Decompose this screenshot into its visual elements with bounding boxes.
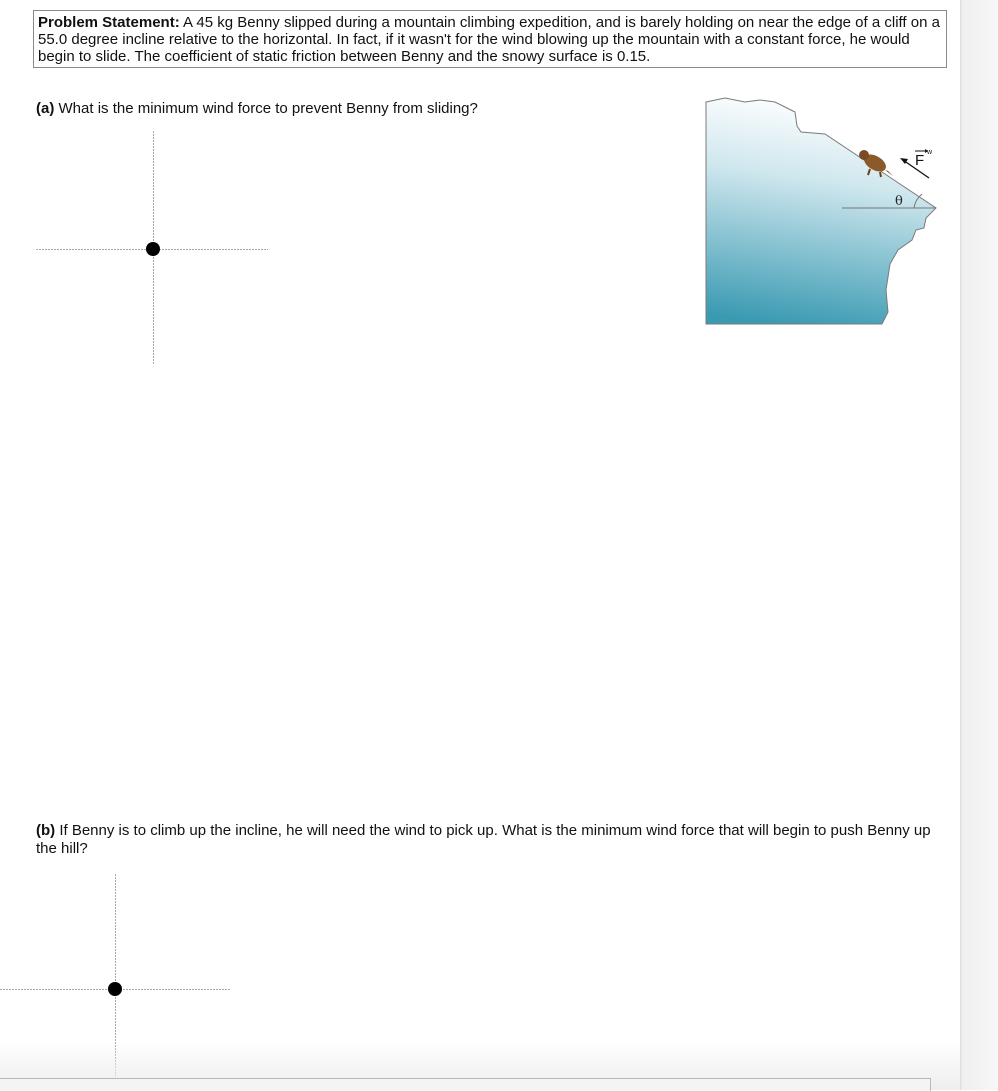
question-b xyxy=(36,822,946,857)
cliff-shape xyxy=(706,98,936,324)
fbd-b-point xyxy=(108,982,122,996)
problem-statement-box xyxy=(33,10,947,68)
force-label: F xyxy=(915,152,925,169)
question-a-text: What is the minimum wind force to prevent Benny from sliding? xyxy=(58,100,478,117)
angle-theta-label: θ xyxy=(895,194,903,209)
cliff-figure xyxy=(700,92,950,332)
problem-statement-text: A 45 kg Benny slipped during a mountain climbing expedition, and is barely holding on near the edge of a cliff on a 55.0 degree incline relative to the horizontal. In fact, if it wasn't for the wind blowing up the mountain with a constant force, he would begin to slide. The coefficient of static friction between Benny and the snowy surface is 0.15. xyxy=(38,14,940,65)
bottom-answer-bar xyxy=(0,1078,931,1091)
question-a xyxy=(36,100,736,118)
problem-statement-label: Problem Statement: xyxy=(38,14,180,31)
question-b-label: (b) xyxy=(36,822,56,839)
page-right-edge xyxy=(960,0,998,1090)
question-b-text: If Benny is to climb up the incline, he will need the wind to pick up. What is the minimum wind force that will begin to push Benny up the hill? xyxy=(36,822,931,857)
free-body-diagram-a xyxy=(0,125,280,367)
fbd-a-point xyxy=(146,242,160,256)
force-subscript: w xyxy=(927,149,933,156)
question-a-label: (a) xyxy=(36,100,55,117)
